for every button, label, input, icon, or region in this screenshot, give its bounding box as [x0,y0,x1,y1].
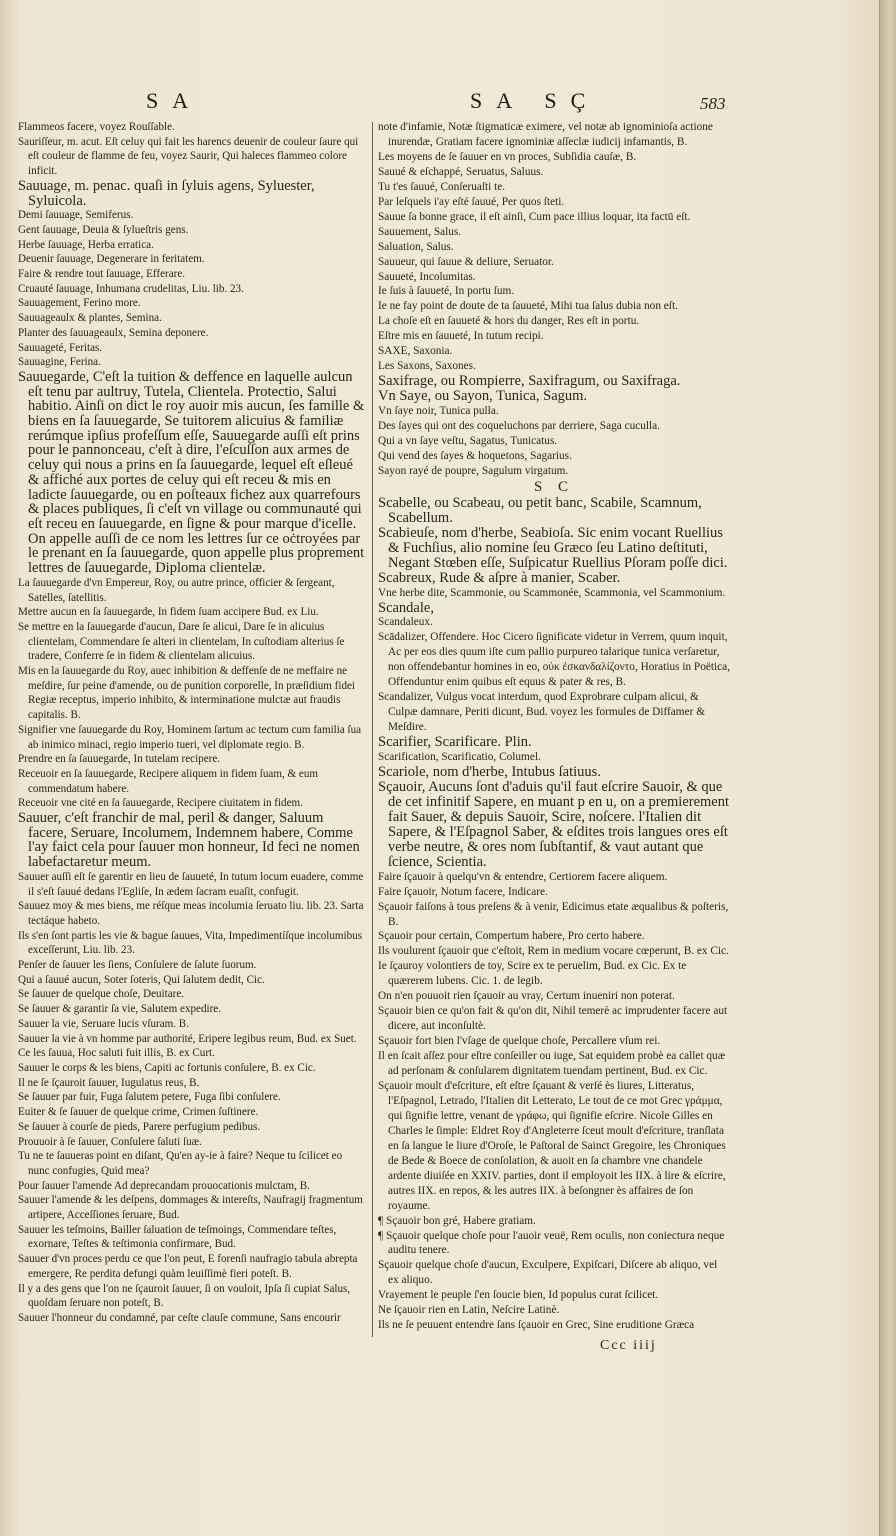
dictionary-entry: Sauueté, Incolumitas. [378,270,476,283]
dictionary-entry: Mettre aucun en ſa ſauuegarde, In fidem ſuam accipere Bud. ex Liu. [18,606,319,619]
dictionary-entry: Sçauoir moult d'eſcriture, eſt eſtre ſçauant & verſé ès liures, Litteratus, l'Eſpagnol, Letrado, l'Italien dit Letterato, Le tout de ce mot Grec γράμμα, qui ſignifie lettre, venant de γράφω, qui ſignifie eſcrire. Nicole Gilles en Charles le ſimple: Eldret Roy d'Angleterre ſceut moult d'eſcriture, tranſlata en ſa langue le liure d'Oroſe, le Paſtoral de Sainct Gregoire, les Chroniques de Bede & Boece de conſolation, & auoit en ſa chambre vne chandele ardente diuiſée en XXIV. parties, dont il employoit les IIX. à lire & eſcrire, autres IIX. en repos, & les autres IIX. à beſongner ès affaires de ſon royaume. [378,1080,726,1212]
dictionary-entry: Vn Saye, ou Sayon, Tunica, Sagum. [378,388,588,405]
dictionary-entry: On n'en pouuoit rien ſçauoir au vray, Certum inueniri non poterat. [378,990,675,1003]
dictionary-entry: Gent ſauuage, Deuia & ſylueſtris gens. [18,223,189,236]
dictionary-entry: Sçauoir pour certain, Compertum habere, Pro certo habere. [378,930,645,943]
dictionary-entry: Vn ſaye noir, Tunica pulla. [378,405,499,418]
dictionary-entry: Sçauoir fort bien l'vſage de quelque choſe, Percallere vſum rei. [378,1035,661,1048]
dictionary-entry: ¶ Sçauoir quelque choſe pour l'auoir veuë, Rem oculis, non coniectura neque auditu tenere. [378,1229,725,1257]
dictionary-entry: Tu t'es ſauué, Conſeruaſti te. [378,180,506,193]
dictionary-entry: Sauuagement, Ferino more. [18,297,141,310]
dictionary-entry: Ce les ſauua, Hoc saluti fuit illis, B. ex Curt. [18,1047,215,1060]
dictionary-entry: Sauuer, c'eſt franchir de mal, peril & danger, Saluum facere, Seruare, Incolumem, Indemnem habere, Comme l'ay faict cela pour ſauuer mon honneur, Id feci ne nomen labefactaretur meum. [18,810,360,871]
right-column-top [378,120,730,479]
dictionary-entry: Scariole, nom d'herbe, Intubus ſatiuus. [378,763,601,780]
dictionary-entry: Scarification, Scarificatio, Columel. [378,751,541,764]
dictionary-entry: Faire ſçauoir à quelqu'vn & entendre, Certiorem facere aliquem. [378,870,668,883]
dictionary-entry: Il ne ſe ſçauroit ſauuer, Iugulatus reus, B. [18,1076,200,1089]
dictionary-entry: Les Saxons, Saxones. [378,360,476,373]
dictionary-entry: Sauuageté, Feritas. [18,341,103,354]
dictionary-entry: La ſauuegarde d'vn Empereur, Roy, ou autre prince, officier & ſergeant, Satelles, ſatellitis. [18,576,335,604]
dictionary-entry: Se ſauuer & garantir ſa vie, Salutem expedire. [18,1003,222,1016]
dictionary-entry: Qui a vn ſaye veſtu, Sagatus, Tunicatus. [378,435,558,448]
dictionary-entry: Sauuer la vie, Seruare lucis vſuram. B. [18,1017,189,1030]
dictionary-entry: Sauuageaulx & plantes, Semina. [18,312,162,325]
dictionary-entry: Sauuez moy & mes biens, me réſque meas incolumia ſeruato liu. lib. 23. Sarta tectáque habeto. [18,900,364,927]
section-heading-sc: S C [533,478,575,495]
dictionary-entry: Il en ſcait aſſez pour eſtre conſeiller ou iuge, Sat equidem probè ea callet quæ ad perſonam & conſularem dignitatem tuendam pertinent, Bud. ex Cic. [378,1050,726,1078]
dictionary-entry: Ne ſçauoir rien en Latin, Neſcire Latinè. [378,1304,560,1317]
dictionary-entry: Scandalizer, Vulgus vocat interdum, quod Exprobrare culpam alicui, & Culpæ damnare, Periti dicunt, Bud. voyez les formules de Diffamer & Meſdire. [378,691,705,734]
dictionary-entry: Faire & rendre tout ſauuage, Efferare. [18,268,186,281]
dictionary-entry: Sauuer d'vn proces perdu ce que l'on peut, E forenſi naufragio tabula abrepta emergere, Re perdita defungi quàm leuiſſimè fieri poteſt. B. [18,1253,358,1280]
dictionary-entry: Sçauoir quelque choſe d'aucun, Exculpere, Expiſcari, Diſcere ab aliquo, vel ex aliquo. [378,1259,718,1287]
column-divider [372,122,373,1337]
dictionary-entry: Sauuer l'honneur du condamné, par ceſte clauſe commune, Sans encourir [18,1311,341,1324]
dictionary-entry: Pour ſauuer l'amende Ad deprecandam prouocationis mulctam, B. [18,1179,310,1192]
dictionary-entry: Sauuer le corps & les biens, Capiti ac fortunis conſulere, B. ex Cic. [18,1062,316,1074]
dictionary-entry: Deuenir ſauuage, Degenerare in feritatem. [18,253,205,266]
dictionary-entry: Les moyens de ſe ſauuer en vn proces, Subſidia cauſæ, B. [378,150,637,163]
dictionary-entry: Scarifier, Scarificare. Plin. [378,734,532,751]
dictionary-entry: Scabreux, Rude & aſpre à manier, Scaber. [378,569,621,586]
dictionary-entry: Se ſauuer par fuir, Fuga ſalutem petere, Fuga ſibi conſulere. [18,1091,281,1104]
dictionary-entry: Qui vend des ſayes & hoquetons, Sagarius. [378,449,572,462]
dictionary-entry: Prendre en ſa ſauuegarde, In tutelam recipere. [18,753,221,766]
dictionary-entry: Vne herbe dite, Scammonie, ou Scammonée, Scammonia, vel Scammonium. [378,586,726,599]
dictionary-entry: Sauuage, m. penac. quaſi in ſyluis agens, Syluester, Syluicola. [18,177,315,209]
dictionary-entry: Sauuegarde, C'eſt la tuition & deffence en laquelle aulcun eſt tenu par aultruy, Tutela, Clientela. Protectio, Salui habitio. Ainſi on dict le roy auoir mis aucun, ſes famille & biens en ſa ſauuegarde, Se tuitorem alicuius & familiæ rerúmque ipſius profeſſum eſſe, Sauuegarde auſſi eſt prins pour le pannonceau, c'eſt à dire, l'eſcuſſon aux armes de celuy qui nous a prins en ſa ſauuegarde, lequel eſt eſleué & affiché aux portes de celuy qui eſt receu & mis en ladicte ſauuegarde, ou en poſteaux fichez aux quarrefours & places publiques, ſi c'eſt vn village ou communauté qui eſt receu en ſauuegarde, en ſigne & pour marque d'icelle. On appelle auſſi de ce nom les lettres ſur ce oċtroyées par le prenant en ſa ſauuegarde, quon appelle plus proprement lettres de ſauuegarde, Diploma clientelæ. [18,368,365,577]
dictionary-entry: Sauue ſa bonne grace, il eſt ainſi, Cum pace illius loquar, ita factū eſt. [378,210,691,223]
dictionary-entry: Sauueur, qui ſauue & deliure, Seruator. [378,255,554,268]
right-column [378,120,730,1333]
dictionary-entry: Sauué & eſchappé, Seruatus, Saluus. [378,165,544,178]
dictionary-entry: Scandale, [378,599,434,616]
dictionary-entry: La choſe eſt en ſauueté & hors du danger, Res eſt in portu. [378,315,640,328]
dictionary-entry: Receuoir en ſa ſauuegarde, Recipere aliquem in fidem ſuam, & eum commendatum habere. [18,767,319,795]
dictionary-entry: Ils s'en ſont partis les vie & bague ſauues, Vita, Impedimentíſque incolumibus exceſſerunt, Liu. lib. 23. [18,929,363,957]
dictionary-entry: Sauuement, Salus. [378,225,462,238]
dictionary-entry: note d'infamie, Notæ ſtigmaticæ eximere, vel notæ ab ignominioſa actione inurendæ, Gratiam facere ignominiæ aſſeclæ iudicij infamantis, B. [378,121,713,148]
dictionary-entry: Scandaleux. [378,616,433,629]
dictionary-entry: SAXE, Saxonia. [378,345,453,358]
dictionary-entry: Eſtre mis en ſauueté, In tutum recipi. [378,330,544,343]
dictionary-entry: Sauuer les teſmoins, Bailler ſaluation de teſmoings, Commendare teſtes, exornare, Teſtes & teſtimonia confirmare, Bud. [18,1223,337,1251]
dictionary-entry: Signifier vne ſauuegarde du Roy, Hominem ſartum ac tectum cum familia ſua ab inimico minaci, regio imperio tueri, vel diplomate regio. B. [18,723,362,751]
running-head-left: SA [146,88,203,113]
dictionary-entry: Sçauoir bien ce qu'on fait & qu'on dit, Nihil temerè ac imprudenter facere aut dicere, aut inconſultè. [378,1005,728,1033]
dictionary-entry: ¶ Sçauoir bon gré, Habere gratiam. [378,1214,536,1227]
dictionary-entry: Scabelle, ou Scabeau, ou petit banc, Scabile, Scamnum, Scabellum. [378,494,702,526]
page-number: 583 [700,94,726,113]
dictionary-entry: Sauuer la vie à vn homme par authorité, Eripere legibus reum, Bud. ex Suet. [18,1032,357,1045]
dictionary-entry: Par leſquels i'ay eſté ſauué, Per quos ſteti. [378,195,565,208]
dictionary-entry: Demi ſauuage, Semiferus. [18,209,134,222]
signature-mark: Ccc iiij [600,1338,657,1353]
dictionary-entry: Ie ſuis à ſauueté, In portu ſum. [378,285,515,298]
dictionary-entry: Flammeos facere, voyez Rouſſable. [18,121,175,133]
dictionary-entry: Prouuoir à ſe ſauuer, Conſulere ſaluti ſuæ. [18,1135,202,1148]
dictionary-entry: Penſer de ſauuer les ſiens, Conſulere de ſalute ſuorum. [18,959,257,972]
dictionary-entry: Sayon rayé de poupre, Sagulum virgatum. [378,464,569,477]
dictionary-entry: Sauriſſeur, m. acut. Eſt celuy qui fait les harencs deuenir de couleur ſaure qui eſt couleur de flamme de feu, voyez Saurir, Qui haleces flammeo colore inficit. [18,135,359,178]
dictionary-entry: Sçauoir, Aucuns ſont d'aduis qu'il faut eſcrire Sauoir, & que de cet infinitif Sapere, en muant p en u, on a premierement fait Sauer, & depuis Sauoir, Scire, noſcere. l'Italien dit Sapere, & l'Eſpagnol Saber, & eſdites trois langues ores eſt verbe neutre, & ores nom ſubſtantif, & vaut autant que ſcience, Scientia. [378,778,730,870]
dictionary-entry: Se ſauuer à courſe de pieds, Parere perfugium pedibus. [18,1120,261,1133]
dictionary-entry: Sauuer auſſi eſt ſe garentir en lieu de ſauueté, In tutum locum euadere, comme il s'eſt ſauué dedans l'Egliſe, In ædem ſacram euaſit, confugit. [18,870,364,898]
dictionary-entry: Scādalizer, Offendere. Hoc Cicero ſignificate videtur in Verrem, quum inquit, Ac per eos dies quum iſte cum pallio purpureo talarique tunica verſaretur, non offendebantur homines in eo, οὐκ ἐσκανδαλίζοντο, Horatius in Poëtica, Offenduntur enim quibus eſt equus & pater & res, B. [378,631,731,689]
dictionary-entry: Scabieuſe, nom d'herbe, Seabioſa. Sic enim vocant Ruellius & Fuchſius, alio nomine ſeu Græco ſeu Latino deſtituti, Negant Stœben eſſe, Suſpicatur Ruellius Pſoram poſſe dici. [378,524,728,571]
dictionary-entry: Se ſauuer de quelque choſe, Deuitare. [18,988,185,1001]
dictionary-entry: Herbe ſauuage, Herba erratica. [18,238,154,251]
dictionary-entry: Il y a des gens que l'on ne ſçauroit ſauuer, ſi on vouloit, Ipſa ſi cupiat Salus, quoſdam ſeruare non poteſt, B. [18,1282,351,1310]
dictionary-entry: Ils ne ſe peuuent entendre ſans ſçauoir en Grec, Sine eruditione Græca [378,1319,695,1332]
dictionary-entry: Mis en la ſauuegarde du Roy, auec inhibition & deffenſe de ne meffaire ne meſdire, ſur peine d'amende, ou de punition corporelle, In præſidium fidei Regiæ receptus, imperio inhibito, & interminatione mulctæ aut fraudis capitalis. B. [18,665,356,722]
dictionary-entry: Sauuagine, Ferina. [18,356,101,369]
dictionary-entry: Qui a ſauué aucun, Soter ſoteris, Qui ſalutem dedit, Cic. [18,973,265,986]
dictionary-entry: Vrayement le peuple ſ'en ſoucie bien, Id populus curat ſcilicet. [378,1289,659,1302]
dictionary-entry: Planter des ſauuageaulx, Semina deponere. [18,326,209,339]
right-column-bottom [378,496,730,1333]
dictionary-entry: Euiter & ſe ſauuer de quelque crime, Crimen ſuſtinere. [18,1106,259,1119]
dictionary-entry: Sçauoir faiſons à tous preſens & à venir, Edicimus etate æqualibus & poſteris, B. [378,900,729,928]
dictionary-entry: Ils voulurent ſçauoir que c'eſtoit, Rem in medium vocare cœperunt, B. ex Cic. [378,945,729,958]
dictionary-entry: Ie ſçauroy volontiers de toy, Scire ex te peruelim, Bud. ex Cic. Ex te quærerem lubens. Cic. 1. de legib. [378,960,687,988]
dictionary-entry: Des ſayes qui ont des coqueluchons par derriere, Saga cucullа. [378,420,661,433]
dictionary-entry: Tu ne te ſauueras point en diſant, Qu'en ay-ie à faire? Neque tu ſcilicet eo nunc confugies, Quid mea? [18,1150,343,1177]
left-column [18,120,366,1326]
dictionary-entry: Receuoir vne cité en ſa ſauuegarde, Recipere ciuitatem in fidem. [18,797,303,810]
dictionary-entry: Saxifrage, ou Rompierre, Saxifragum, ou Saxifraga. [378,373,681,390]
page-edge [879,0,896,1536]
dictionary-entry: Se mettre en la ſauuegarde d'aucun, Dare ſe alicui, Dare ſe in alicuius clientelam, Commendare ſe alteri in clientelam, In cuſtodiam alterius ſe tradere, Conferre ſe in fidem & clientelam alicuius. [18,620,345,663]
dictionary-entry: Saluation, Salus. [378,240,454,253]
dictionary-entry: Sauuer l'amende & les deſpens, dommages & intereſts, Naufragij fragmentum artipere, Acceſſiones ſeruare, Bud. [18,1194,363,1222]
running-head-right: SA SÇ [470,88,600,113]
dictionary-entry: Faire ſçauoir, Notum facere, Indicare. [378,885,548,898]
dictionary-entry: Ie ne fay point de doute de ta ſauueté, Mihi tua ſalus dubia non eſt. [378,300,678,313]
dictionary-entry: Cruauté ſauuage, Inhumana crudelitas, Liu. lib. 23. [18,282,244,295]
